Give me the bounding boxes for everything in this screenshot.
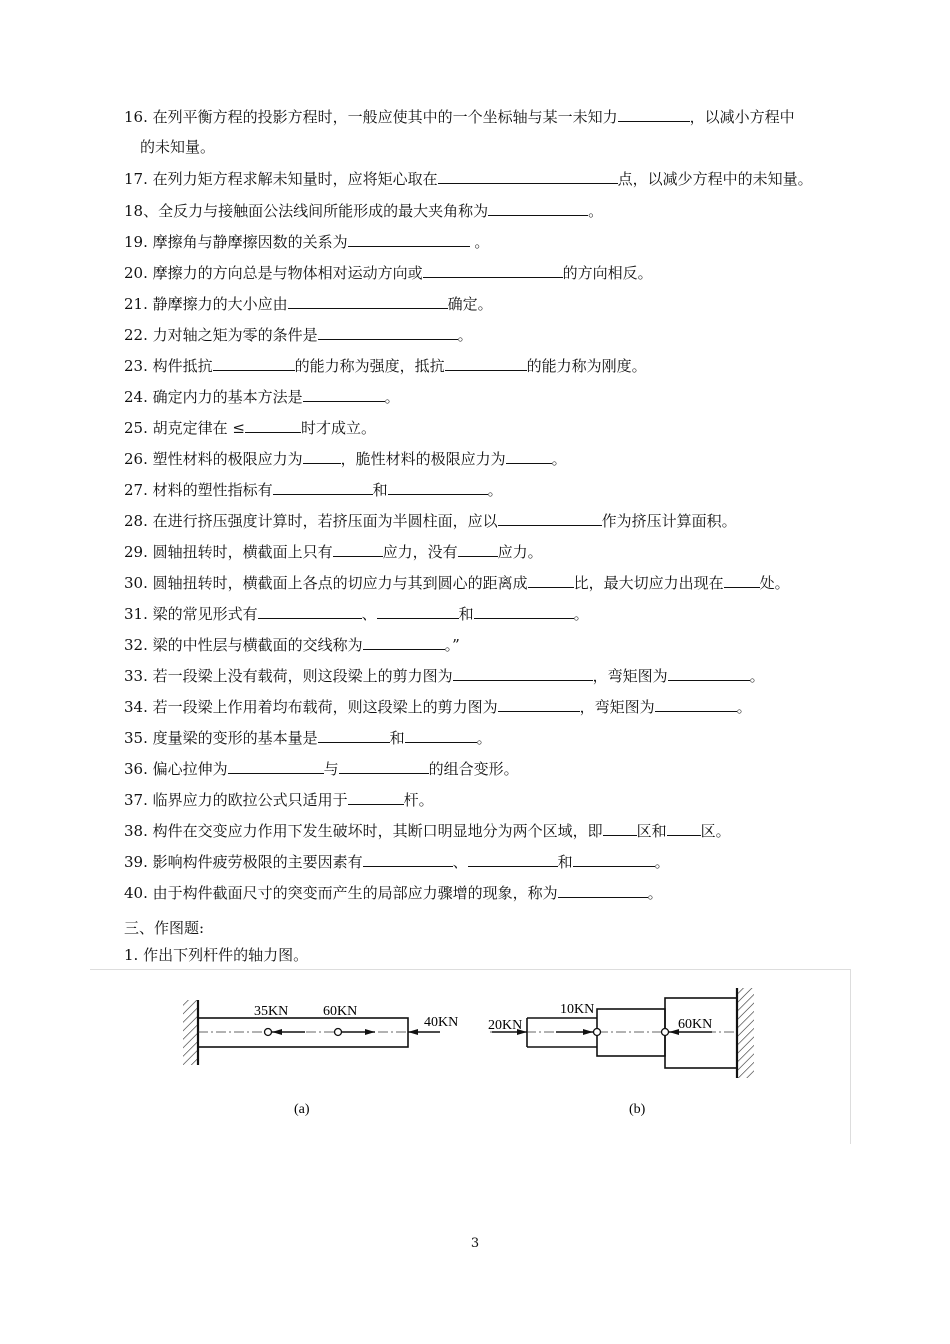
question-text: 29. 圆轴扭转时，横截面上只有 <box>124 543 333 561</box>
question-text: 34. 若一段梁上作用着均布载荷，则这段梁上的剪力图为 <box>124 698 498 716</box>
force-label-b3: 60KN <box>678 1017 713 1032</box>
page-number: 3 <box>470 1236 480 1251</box>
question-text: 。 <box>654 853 670 871</box>
arrowhead-35kn <box>272 1029 282 1035</box>
question-text: 。 <box>573 605 589 623</box>
question-text: 应力。 <box>497 543 543 561</box>
question-text: 25. 胡克定律在 ≤ <box>124 419 245 437</box>
question-text: 点，以减少方程中的未知量。 <box>617 170 813 188</box>
question-text: 30. 圆轴扭转时，横截面上各点的切应力与其到圆心的距离成 <box>124 574 528 592</box>
question-text: 31. 梁的常见形式有 <box>124 605 258 623</box>
question-text: 区。 <box>700 822 731 840</box>
question-text: ，脆性材料的极限应力为 <box>340 450 506 468</box>
question-text: 16. 在列平衡方程的投影方程时，一般应使其中的一个坐标轴与某一未知力 <box>124 108 618 126</box>
arrowhead-60kn <box>365 1029 375 1035</box>
question-text: 比，最大切应力出现在 <box>573 574 724 592</box>
question-text: 。 <box>384 388 400 406</box>
load-point-b1 <box>594 1029 601 1036</box>
question-text: 。 <box>476 729 492 747</box>
load-point-a1 <box>265 1029 272 1036</box>
question-text: 32. 梁的中性层与横截面的交线称为 <box>124 636 363 654</box>
section-title: 三、作图题: <box>124 919 205 937</box>
question-text: 17. 在列力矩方程求解未知量时，应将矩心取在 <box>124 170 438 188</box>
figure-a-caption: (a) <box>294 1102 310 1117</box>
question-text: 。 <box>551 450 567 468</box>
question-text: 33. 若一段梁上没有载荷，则这段梁上的剪力图为 <box>124 667 453 685</box>
force-label-b1: 20KN <box>488 1018 523 1033</box>
question-text: 。 <box>487 481 503 499</box>
arrowhead-40kn <box>408 1029 418 1035</box>
question-text: 。 <box>647 884 663 902</box>
force-label-a1: 35KN <box>254 1004 289 1019</box>
question-text: 的组合变形。 <box>428 760 519 778</box>
bar-b-seg2 <box>597 1009 665 1056</box>
question-text: 确定。 <box>447 295 493 313</box>
question-text: 40. 由于构件截面尺寸的突变而产生的局部应力骤增的现象，称为 <box>124 884 558 902</box>
question-text: 23. 构件抵抗 <box>124 357 213 375</box>
q16-continuation: 的未知量。 <box>140 138 216 156</box>
figure-b <box>488 988 754 1117</box>
question-text: 、 <box>361 605 377 623</box>
question-text: ，弯矩图为 <box>579 698 655 716</box>
question-text: 39. 影响构件疲劳极限的主要因素有 <box>124 853 363 871</box>
wall-hatch-a <box>183 1000 197 1065</box>
question-text: 35. 度量梁的变形的基本量是 <box>124 729 318 747</box>
question-text: 和 <box>458 605 474 623</box>
force-label-a3: 40KN <box>424 1015 459 1030</box>
question-text: 处。 <box>759 574 790 592</box>
question-text: 和 <box>389 729 405 747</box>
question-text: 。 <box>588 202 604 220</box>
question-text: 和 <box>557 853 573 871</box>
task-1-text: 1. 作出下列杆件的轴力图。 <box>124 946 309 964</box>
question-text: 21. 静摩擦力的大小应由 <box>124 295 288 313</box>
question-text: 。” <box>444 636 460 654</box>
question-text: 。 <box>736 698 752 716</box>
question-text: 38. 构件在交变应力作用下发生破坏时，其断口明显地分为两个区域，即 <box>124 822 603 840</box>
question-text: 。 <box>749 667 765 685</box>
question-text: 26. 塑性材料的极限应力为 <box>124 450 303 468</box>
question-text: 、 <box>452 853 468 871</box>
question-text: 36. 偏心拉伸为 <box>124 760 228 778</box>
question-text: 的能力称为刚度。 <box>526 357 647 375</box>
question-text: 24. 确定内力的基本方法是 <box>124 388 303 406</box>
question-text: 的方向相反。 <box>562 264 653 282</box>
question-text: 和 <box>372 481 388 499</box>
load-point-a2 <box>335 1029 342 1036</box>
question-text: 的能力称为强度，抵抗 <box>294 357 445 375</box>
question-text: 28. 在进行挤压强度计算时，若挤压面为半圆柱面，应以 <box>124 512 498 530</box>
question-text: 22. 力对轴之矩为零的条件是 <box>124 326 318 344</box>
wall-hatch-b <box>738 988 754 1078</box>
question-text: 与 <box>323 760 339 778</box>
force-label-b2: 10KN <box>560 1002 595 1017</box>
question-text: 作为挤压计算面积。 <box>601 512 737 530</box>
question-text: ，以减小方程中 <box>689 108 795 126</box>
question-text: 18、全反力与接触面公法线间所能形成的最大夹角称为 <box>124 202 489 220</box>
question-text: 时才成立。 <box>300 419 376 437</box>
question-text: 19. 摩擦角与静摩擦因数的关系为 <box>124 233 348 251</box>
question-text: 37. 临界应力的欧拉公式只适用于 <box>124 791 348 809</box>
question-text: 20. 摩擦力的方向总是与物体相对运动方向或 <box>124 264 423 282</box>
load-point-b2 <box>662 1029 669 1036</box>
question-text: 杆。 <box>403 791 434 809</box>
figure-a <box>183 1000 458 1117</box>
question-text: 。 <box>469 233 490 251</box>
question-text: 区和 <box>636 822 667 840</box>
arrowhead-10kn <box>583 1029 593 1035</box>
question-text: 27. 材料的塑性指标有 <box>124 481 273 499</box>
question-text: ，弯矩图为 <box>592 667 668 685</box>
question-text: 。 <box>457 326 473 344</box>
question-text: 应力，没有 <box>382 543 458 561</box>
figure-b-caption: (b) <box>629 1102 646 1117</box>
force-label-a2: 60KN <box>323 1004 358 1019</box>
